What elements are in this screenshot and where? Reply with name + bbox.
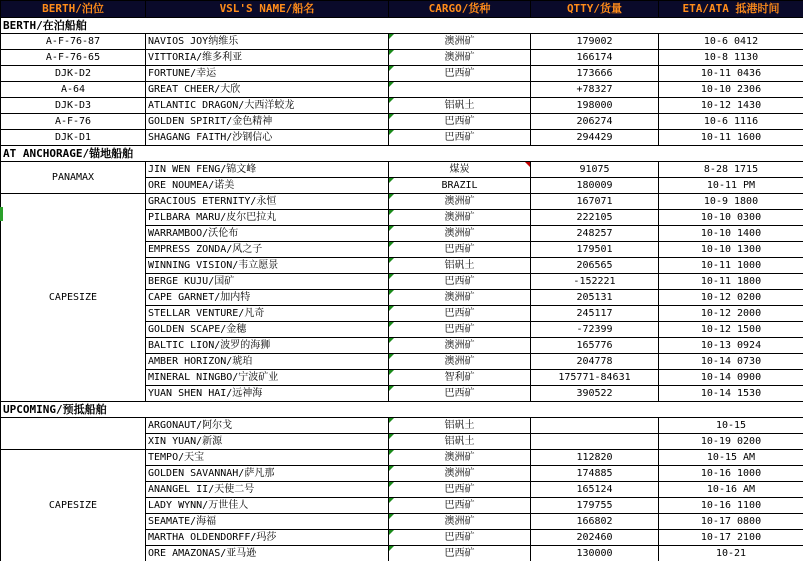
eta-cell[interactable]: 10-12 1500: [659, 322, 803, 338]
eta-cell[interactable]: 10-17 2100: [659, 530, 803, 546]
quantity-cell[interactable]: 180009: [531, 178, 659, 194]
cargo-cell[interactable]: 澳洲矿: [389, 338, 531, 354]
eta-cell[interactable]: 10-14 0900: [659, 370, 803, 386]
table-row: [1, 130, 803, 146]
table-row: [1, 98, 803, 114]
vessel-name-cell[interactable]: FORTUNE/幸运: [146, 66, 389, 82]
cargo-cell[interactable]: 澳洲矿: [389, 50, 531, 66]
quantity-cell[interactable]: 179002: [531, 34, 659, 50]
quantity-cell[interactable]: 112820: [531, 450, 659, 466]
cargo-cell[interactable]: 巴西矿: [389, 130, 531, 146]
cargo-cell[interactable]: 铝矾土: [389, 418, 531, 434]
cargo-cell[interactable]: 铝矾土: [389, 434, 531, 450]
quantity-cell[interactable]: 198000: [531, 98, 659, 114]
eta-cell[interactable]: 10-9 1800: [659, 194, 803, 210]
quantity-cell[interactable]: 174885: [531, 466, 659, 482]
quantity-cell[interactable]: 245117: [531, 306, 659, 322]
cargo-cell[interactable]: 澳洲矿: [389, 194, 531, 210]
quantity-cell[interactable]: 390522: [531, 386, 659, 402]
vessel-name-cell[interactable]: GOLDEN SAVANNAH/萨凡那: [146, 466, 389, 482]
group-label-cell[interactable]: CAPESIZE: [1, 450, 146, 561]
cargo-cell[interactable]: 澳洲矿: [389, 290, 531, 306]
section-row: [1, 402, 803, 418]
group-label-cell[interactable]: CAPESIZE: [1, 194, 146, 402]
vessel-name-cell[interactable]: AMBER HORIZON/琥珀: [146, 354, 389, 370]
eta-cell[interactable]: 10-10 1400: [659, 226, 803, 242]
quantity-cell[interactable]: 179501: [531, 242, 659, 258]
quantity-cell[interactable]: 175771-84631: [531, 370, 659, 386]
table-row: [1, 66, 803, 82]
eta-cell[interactable]: 10-14 1530: [659, 386, 803, 402]
berth-cell[interactable]: A-F-76-65: [1, 50, 146, 66]
eta-cell[interactable]: 10-11 1000: [659, 258, 803, 274]
vessel-name-cell[interactable]: MARTHA OLDENDORFF/玛莎: [146, 530, 389, 546]
berth-cell[interactable]: A-64: [1, 82, 146, 98]
eta-cell[interactable]: 10-10 0300: [659, 210, 803, 226]
eta-cell[interactable]: 10-10 1300: [659, 242, 803, 258]
quantity-cell[interactable]: 166802: [531, 514, 659, 530]
eta-cell[interactable]: 10-12 0200: [659, 290, 803, 306]
table-row: [1, 194, 803, 210]
vessel-name-cell[interactable]: ORE AMAZONAS/亚马逊: [146, 546, 389, 561]
section-title[interactable]: AT ANCHORAGE/锚地船舶: [1, 146, 803, 162]
quantity-cell[interactable]: 222105: [531, 210, 659, 226]
vessel-name-cell[interactable]: BERGE KUJU/国矿: [146, 274, 389, 290]
cargo-cell[interactable]: 澳洲矿: [389, 514, 531, 530]
cargo-cell[interactable]: 巴西矿: [389, 322, 531, 338]
cargo-cell[interactable]: 巴西矿: [389, 66, 531, 82]
cargo-cell[interactable]: 巴西矿: [389, 306, 531, 322]
table-row: [1, 50, 803, 66]
vessel-name-cell[interactable]: SHAGANG FAITH/沙钢信心: [146, 130, 389, 146]
vessel-name-cell[interactable]: TEMPO/天宝: [146, 450, 389, 466]
cargo-cell[interactable]: 澳洲矿: [389, 450, 531, 466]
berth-cell[interactable]: DJK-D2: [1, 66, 146, 82]
vessel-name-cell[interactable]: NAVIOS JOY纳维乐: [146, 34, 389, 50]
vessel-name-cell[interactable]: STELLAR VENTURE/凡奇: [146, 306, 389, 322]
group-label-cell[interactable]: [1, 418, 146, 450]
header-row: [1, 1, 803, 18]
vessel-name-cell[interactable]: ATLANTIC DRAGON/大西洋蛟龙: [146, 98, 389, 114]
eta-cell[interactable]: 10-19 0200: [659, 434, 803, 450]
quantity-cell[interactable]: 166174: [531, 50, 659, 66]
berth-cell[interactable]: DJK-D3: [1, 98, 146, 114]
vessel-name-cell[interactable]: WARRAMBOO/沃伦布: [146, 226, 389, 242]
eta-cell[interactable]: 10-14 0730: [659, 354, 803, 370]
group-label-cell[interactable]: PANAMAX: [1, 162, 146, 194]
eta-cell[interactable]: 10-6 0412: [659, 34, 803, 50]
vessel-name-cell[interactable]: XIN YUAN/新源: [146, 434, 389, 450]
quantity-cell[interactable]: 179755: [531, 498, 659, 514]
cargo-cell[interactable]: 澳洲矿: [389, 466, 531, 482]
cargo-cell[interactable]: 铝矾土: [389, 258, 531, 274]
cargo-cell[interactable]: 巴西矿: [389, 498, 531, 514]
vessel-name-cell[interactable]: ANANGEL II/天使二号: [146, 482, 389, 498]
cargo-cell[interactable]: 智利矿: [389, 370, 531, 386]
vessel-name-cell[interactable]: LADY WYNN/万世佳人: [146, 498, 389, 514]
eta-cell[interactable]: 8-28 1715: [659, 162, 803, 178]
berth-cell[interactable]: A-F-76: [1, 114, 146, 130]
vessel-name-cell[interactable]: JIN WEN FENG/锦文峰: [146, 162, 389, 178]
table-row: [1, 34, 803, 50]
vessel-name-cell[interactable]: MINERAL NINGBO/宁波矿业: [146, 370, 389, 386]
eta-cell[interactable]: 10-15: [659, 418, 803, 434]
quantity-cell[interactable]: 206274: [531, 114, 659, 130]
vessel-name-cell[interactable]: GOLDEN SPIRIT/金色精神: [146, 114, 389, 130]
eta-header[interactable]: ETA/ATA 抵港时间: [659, 1, 803, 18]
vessel-name-cell[interactable]: PILBARA MARU/皮尔巴拉丸: [146, 210, 389, 226]
cargo-cell[interactable]: BRAZIL: [389, 178, 531, 194]
cargo-cell[interactable]: 巴西矿: [389, 242, 531, 258]
berth-cell[interactable]: A-F-76-87: [1, 34, 146, 50]
eta-cell[interactable]: 10-15 AM: [659, 450, 803, 466]
eta-cell[interactable]: 10-13 0924: [659, 338, 803, 354]
cargo-cell[interactable]: 巴西矿: [389, 530, 531, 546]
vessel-name-cell[interactable]: EMPRESS ZONDA/风之子: [146, 242, 389, 258]
vessel-name-cell[interactable]: GRACIOUS ETERNITY/永恒: [146, 194, 389, 210]
eta-cell[interactable]: 10-17 0800: [659, 514, 803, 530]
vessel-name-cell[interactable]: YUAN SHEN HAI/远神海: [146, 386, 389, 402]
eta-cell[interactable]: 10-11 PM: [659, 178, 803, 194]
eta-cell[interactable]: 10-11 1600: [659, 130, 803, 146]
cargo-cell[interactable]: 澳洲矿: [389, 210, 531, 226]
quantity-cell[interactable]: 130000: [531, 546, 659, 561]
vessel-name-cell[interactable]: GOLDEN SCAPE/金穗: [146, 322, 389, 338]
cargo-cell[interactable]: [389, 82, 531, 98]
cargo-cell[interactable]: 巴西矿: [389, 274, 531, 290]
quantity-cell[interactable]: +78327: [531, 82, 659, 98]
section-title[interactable]: UPCOMING/预抵船舶: [1, 402, 803, 418]
eta-cell[interactable]: 10-16 1100: [659, 498, 803, 514]
cargo-cell[interactable]: 铝矾土: [389, 98, 531, 114]
quantity-cell[interactable]: 165776: [531, 338, 659, 354]
cargo-cell[interactable]: 澳洲矿: [389, 226, 531, 242]
eta-cell[interactable]: 10-11 0436: [659, 66, 803, 82]
section-row: [1, 146, 803, 162]
quantity-cell[interactable]: 204778: [531, 354, 659, 370]
vessel-name-cell[interactable]: BALTIC LION/波罗的海狮: [146, 338, 389, 354]
quantity-cell[interactable]: 206565: [531, 258, 659, 274]
quantity-cell[interactable]: -72399: [531, 322, 659, 338]
quantity-cell[interactable]: 294429: [531, 130, 659, 146]
berth-cell[interactable]: DJK-D1: [1, 130, 146, 146]
table-row: [1, 114, 803, 130]
table-row: [1, 162, 803, 178]
table-row: [1, 418, 803, 434]
cargo-cell[interactable]: 巴西矿: [389, 386, 531, 402]
cargo-cell[interactable]: 澳洲矿: [389, 354, 531, 370]
vessel-name-cell[interactable]: ARGONAUT/阿尔戈: [146, 418, 389, 434]
quantity-cell[interactable]: -152221: [531, 274, 659, 290]
quantity-cell[interactable]: 91075: [531, 162, 659, 178]
quantity-cell[interactable]: 167071: [531, 194, 659, 210]
eta-cell[interactable]: 10-12 2000: [659, 306, 803, 322]
berth-header[interactable]: BERTH/泊位: [1, 1, 146, 18]
eta-cell[interactable]: 10-8 1130: [659, 50, 803, 66]
vessel-name-cell[interactable]: WINNING VISION/韦立愿景: [146, 258, 389, 274]
vessel-name-cell[interactable]: GREAT CHEER/大欣: [146, 82, 389, 98]
cargo-cell[interactable]: 巴西矿: [389, 482, 531, 498]
cargo-cell[interactable]: 巴西矿: [389, 114, 531, 130]
eta-cell[interactable]: 10-12 1430: [659, 98, 803, 114]
quantity-cell[interactable]: [531, 434, 659, 450]
cargo-cell[interactable]: 煤炭: [389, 162, 531, 178]
schedule-body: [1, 18, 803, 561]
quantity-cell[interactable]: [531, 418, 659, 434]
vessel-name-cell[interactable]: CAPE GARNET/加内特: [146, 290, 389, 306]
row-selection-marker: [0, 207, 3, 221]
vessel-name-cell[interactable]: ORE NOUMEA/诺美: [146, 178, 389, 194]
section-row: [1, 18, 803, 34]
quantity-cell[interactable]: 202460: [531, 530, 659, 546]
vessel-name-cell[interactable]: VITTORIA/维多利亚: [146, 50, 389, 66]
eta-cell[interactable]: 10-10 2306: [659, 82, 803, 98]
table-row: [1, 450, 803, 466]
quantity-cell[interactable]: 205131: [531, 290, 659, 306]
vessel-name-cell[interactable]: SEAMATE/海福: [146, 514, 389, 530]
section-title[interactable]: BERTH/在泊船舶: [1, 18, 803, 34]
cargo-header[interactable]: CARGO/货种: [389, 1, 531, 18]
vessel-name-header[interactable]: VSL'S NAME/船名: [146, 1, 389, 18]
quantity-cell[interactable]: 165124: [531, 482, 659, 498]
quantity-cell[interactable]: 173666: [531, 66, 659, 82]
eta-cell[interactable]: 10-11 1800: [659, 274, 803, 290]
cargo-cell[interactable]: 巴西矿: [389, 546, 531, 561]
eta-cell[interactable]: 10-16 AM: [659, 482, 803, 498]
eta-cell[interactable]: 10-16 1000: [659, 466, 803, 482]
eta-cell[interactable]: 10-21: [659, 546, 803, 561]
quantity-cell[interactable]: 248257: [531, 226, 659, 242]
quantity-header[interactable]: QTTY/货量: [531, 1, 659, 18]
cargo-cell[interactable]: 澳洲矿: [389, 34, 531, 50]
table-row: [1, 82, 803, 98]
eta-cell[interactable]: 10-6 1116: [659, 114, 803, 130]
